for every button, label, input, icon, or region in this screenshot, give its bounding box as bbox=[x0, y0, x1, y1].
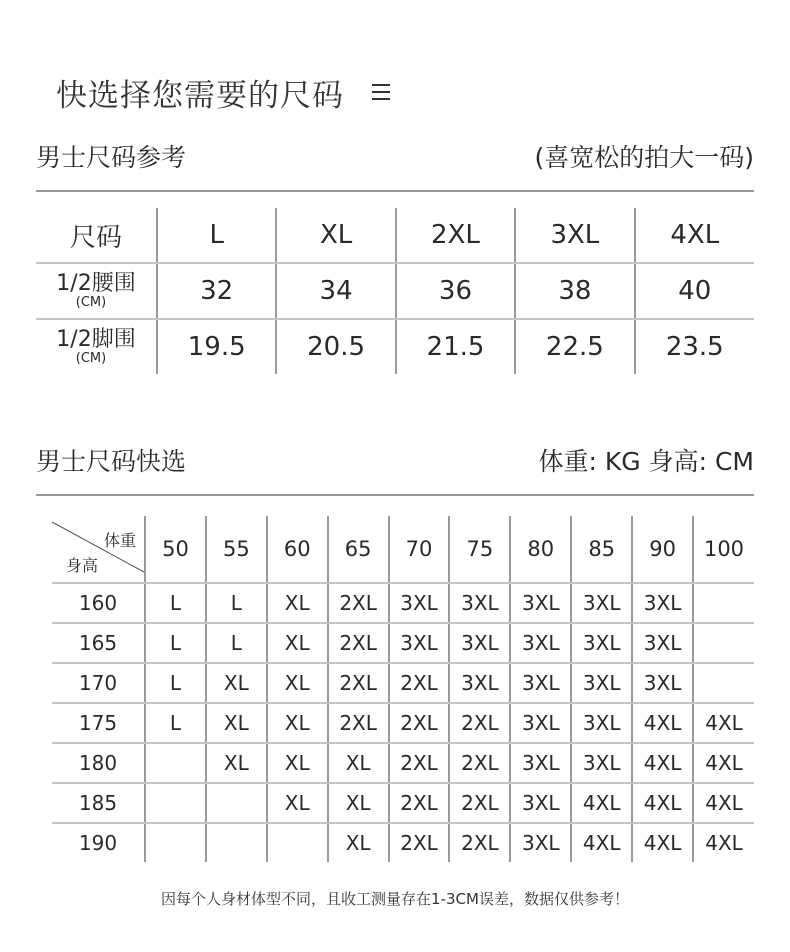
size-cell: XL bbox=[328, 823, 389, 862]
height-cell: 170 bbox=[52, 663, 145, 703]
size-cell bbox=[145, 823, 206, 862]
weight-header: 100 bbox=[693, 516, 754, 583]
value-cell: 19.5 bbox=[157, 319, 276, 374]
size-cell: L bbox=[145, 623, 206, 663]
footer-note: 因每个人身材体型不同，且收工测量存在1-3CM误差，数据仅供参考！ bbox=[161, 890, 629, 908]
size-cell: XL bbox=[328, 783, 389, 823]
size-cell: XL bbox=[328, 743, 389, 783]
header-cell: XL bbox=[276, 208, 395, 263]
size-cell: 3XL bbox=[632, 623, 693, 663]
height-cell: 160 bbox=[52, 583, 145, 623]
row-label-cell bbox=[36, 319, 157, 374]
size-reference-table bbox=[36, 208, 754, 374]
size-cell: 4XL bbox=[693, 783, 754, 823]
size-cell: 3XL bbox=[632, 663, 693, 703]
size-cell: 3XL bbox=[571, 743, 632, 783]
weight-header: 60 bbox=[267, 516, 328, 583]
height-cell: 165 bbox=[52, 623, 145, 663]
value-cell: 32 bbox=[157, 263, 276, 319]
size-cell: L bbox=[206, 623, 267, 663]
size-cell: XL bbox=[206, 663, 267, 703]
value-cell: 22.5 bbox=[515, 319, 634, 374]
section-title: 男士尺码快选 bbox=[36, 447, 187, 476]
size-cell: 3XL bbox=[632, 583, 693, 623]
size-cell: 3XL bbox=[510, 743, 571, 783]
size-cell: 2XL bbox=[389, 703, 450, 743]
section-header-quick bbox=[36, 447, 754, 496]
table-row bbox=[52, 583, 754, 623]
size-cell: 4XL bbox=[571, 783, 632, 823]
size-cell: 2XL bbox=[449, 703, 510, 743]
corner-weight: 体重 bbox=[103, 531, 136, 550]
value-cell: 20.5 bbox=[276, 319, 395, 374]
size-cell: 3XL bbox=[449, 663, 510, 703]
table-row bbox=[36, 263, 754, 319]
size-cell: L bbox=[145, 703, 206, 743]
size-cell: 3XL bbox=[510, 823, 571, 862]
size-cell: L bbox=[145, 663, 206, 703]
row-unit: (CM) bbox=[75, 295, 107, 310]
size-cell: 4XL bbox=[632, 743, 693, 783]
weight-header: 70 bbox=[389, 516, 450, 583]
table-row bbox=[52, 703, 754, 743]
size-cell: 3XL bbox=[510, 663, 571, 703]
weight-header: 80 bbox=[510, 516, 571, 583]
section-title: 男士尺码参考 bbox=[36, 143, 187, 172]
size-cell: 4XL bbox=[632, 703, 693, 743]
size-cell: XL bbox=[267, 743, 328, 783]
size-cell bbox=[267, 823, 328, 862]
size-cell: 3XL bbox=[571, 623, 632, 663]
size-cell: 2XL bbox=[328, 703, 389, 743]
table-header-row bbox=[36, 208, 754, 263]
size-cell: XL bbox=[267, 663, 328, 703]
size-cell: XL bbox=[206, 743, 267, 783]
value-cell: 36 bbox=[396, 263, 515, 319]
size-cell: XL bbox=[206, 703, 267, 743]
table-header-row bbox=[52, 516, 754, 583]
corner-height: 身高 bbox=[66, 556, 99, 575]
table-row bbox=[36, 319, 754, 374]
size-cell: 2XL bbox=[389, 783, 450, 823]
size-cell: 3XL bbox=[510, 703, 571, 743]
table-row bbox=[52, 623, 754, 663]
value-cell: 40 bbox=[635, 263, 754, 319]
size-cell: 2XL bbox=[328, 623, 389, 663]
size-cell: 4XL bbox=[632, 823, 693, 862]
weight-header: 65 bbox=[328, 516, 389, 583]
section-header-reference bbox=[36, 143, 754, 192]
height-cell: 175 bbox=[52, 703, 145, 743]
units-label: 体重: KG 身高: CM bbox=[538, 447, 754, 476]
size-cell: 2XL bbox=[389, 743, 450, 783]
row-label-cell bbox=[36, 263, 157, 319]
table-row bbox=[52, 743, 754, 783]
size-cell bbox=[145, 743, 206, 783]
size-cell: 2XL bbox=[449, 783, 510, 823]
size-cell: 4XL bbox=[571, 823, 632, 862]
header-cell: 尺码 bbox=[36, 208, 157, 263]
size-cell: 3XL bbox=[449, 583, 510, 623]
size-cell: 2XL bbox=[389, 823, 450, 862]
header-cell: L bbox=[157, 208, 276, 263]
size-cell bbox=[693, 583, 754, 623]
size-cell: XL bbox=[267, 783, 328, 823]
size-cell bbox=[206, 783, 267, 823]
page-title: 快选择您需要的尺码 bbox=[56, 78, 344, 114]
size-cell: 3XL bbox=[449, 623, 510, 663]
row-label: 1/2脚围 bbox=[56, 327, 136, 352]
table-row bbox=[52, 663, 754, 703]
corner-cell bbox=[52, 516, 145, 583]
menu-icon[interactable] bbox=[372, 84, 390, 100]
size-cell bbox=[693, 623, 754, 663]
value-cell: 38 bbox=[515, 263, 634, 319]
size-cell: 3XL bbox=[571, 663, 632, 703]
size-cell: 3XL bbox=[389, 583, 450, 623]
height-cell: 180 bbox=[52, 743, 145, 783]
table-row bbox=[52, 783, 754, 823]
size-cell: 3XL bbox=[510, 623, 571, 663]
size-cell: 3XL bbox=[571, 703, 632, 743]
row-unit: (CM) bbox=[75, 351, 107, 366]
size-cell: 3XL bbox=[571, 583, 632, 623]
size-cell: 3XL bbox=[510, 583, 571, 623]
height-cell: 185 bbox=[52, 783, 145, 823]
size-cell: 2XL bbox=[328, 583, 389, 623]
size-cell: 3XL bbox=[389, 623, 450, 663]
weight-header: 50 bbox=[145, 516, 206, 583]
height-cell: 190 bbox=[78, 831, 118, 855]
size-cell bbox=[693, 663, 754, 703]
size-cell bbox=[145, 783, 206, 823]
section-note: (喜宽松的拍大一码) bbox=[534, 143, 754, 172]
size-cell: 2XL bbox=[389, 663, 450, 703]
value-cell: 21.5 bbox=[396, 319, 515, 374]
size-cell: XL bbox=[267, 623, 328, 663]
header-cell: 2XL bbox=[396, 208, 515, 263]
size-cell: XL bbox=[267, 703, 328, 743]
row-label: 1/2腰围 bbox=[56, 271, 136, 296]
size-cell: L bbox=[145, 583, 206, 623]
value-cell: 34 bbox=[276, 263, 395, 319]
size-cell: 3XL bbox=[510, 783, 571, 823]
size-quick-table bbox=[52, 516, 754, 862]
size-cell: 4XL bbox=[632, 783, 693, 823]
value-cell: 23.5 bbox=[635, 319, 754, 374]
size-cell: 4XL bbox=[693, 703, 754, 743]
size-cell: 2XL bbox=[449, 743, 510, 783]
size-cell: 4XL bbox=[693, 823, 754, 862]
weight-header: 55 bbox=[206, 516, 267, 583]
size-cell: 2XL bbox=[328, 663, 389, 703]
header-cell: 3XL bbox=[515, 208, 634, 263]
size-cell: 4XL bbox=[693, 743, 754, 783]
weight-header: 90 bbox=[632, 516, 693, 583]
table-row bbox=[52, 823, 754, 862]
size-cell bbox=[206, 823, 267, 862]
header-cell: 4XL bbox=[635, 208, 754, 263]
weight-header: 85 bbox=[571, 516, 632, 583]
size-cell: 2XL bbox=[449, 823, 510, 862]
size-cell: XL bbox=[267, 583, 328, 623]
weight-header: 75 bbox=[449, 516, 510, 583]
size-cell: L bbox=[206, 583, 267, 623]
